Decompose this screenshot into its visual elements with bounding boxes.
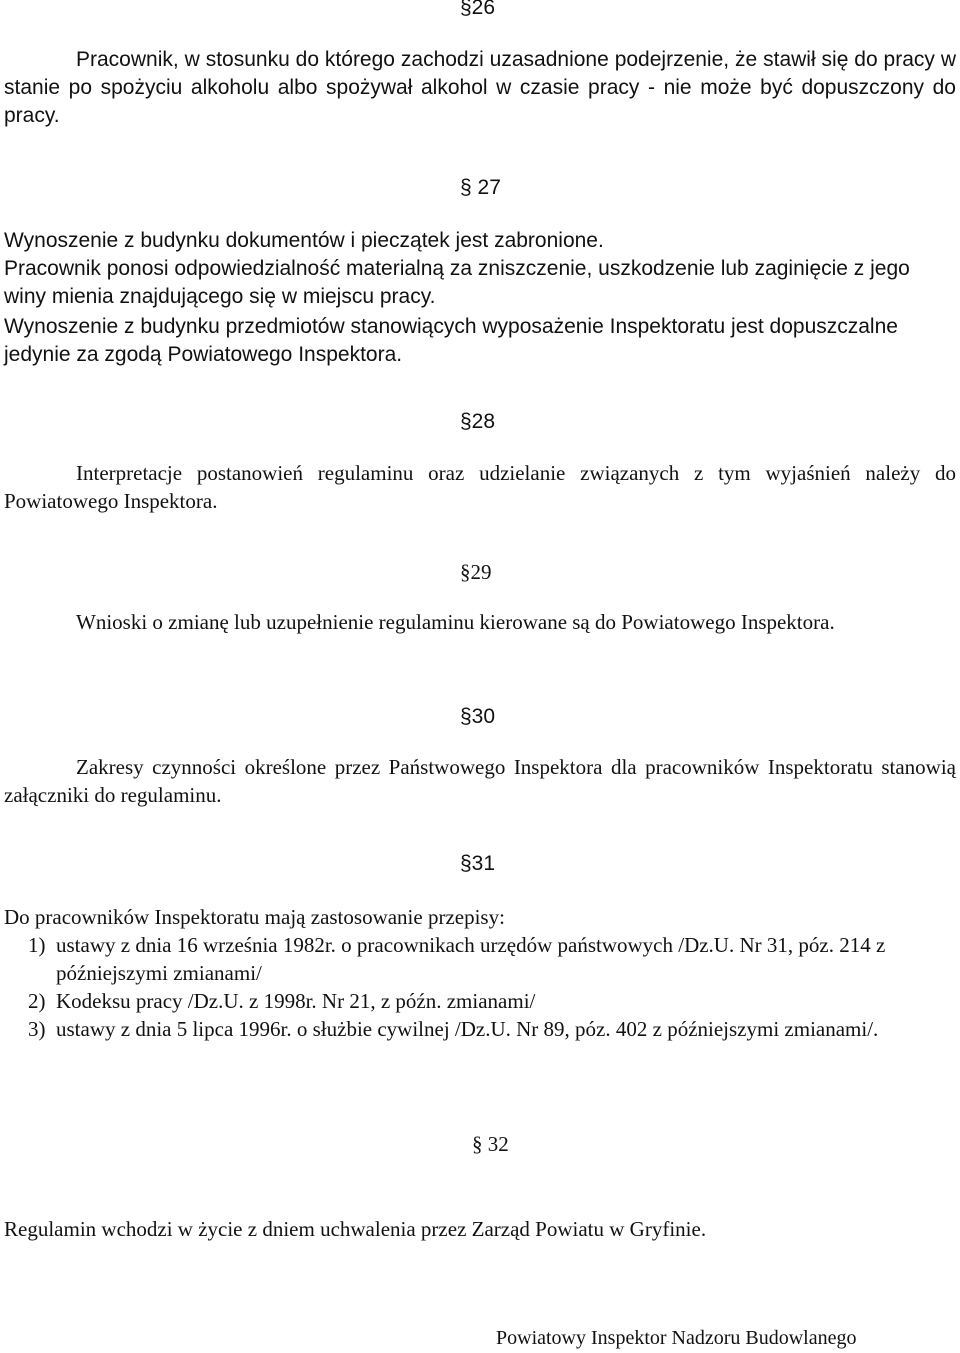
section-31-heading: §31 — [460, 852, 496, 875]
list-item-number: 1) — [28, 933, 46, 957]
section-27-line-1: Wynoszenie z budynku dokumentów i pieczątek jest zabronione. — [4, 229, 604, 252]
section-31-intro: Do pracowników Inspektoratu mają zastosowanie przepisy: — [4, 905, 505, 929]
section-27-line-3: Wynoszenie z budynku przedmiotów stanowiących wyposażenie Inspektoratu jest dopuszczalne jedynie za zgodą Powiatowego Inspektora. — [4, 315, 898, 366]
section-28-heading: §28 — [460, 410, 496, 433]
list-item — [28, 931, 948, 987]
list-item-number: 3) — [28, 1017, 46, 1041]
section-32-text: Regulamin wchodzi w życie z dniem uchwalenia przez Zarząd Powiatu w Gryfinie. — [4, 1217, 707, 1241]
list-item-text: ustawy z dnia 5 lipca 1996r. o służbie cywilnej /Dz.U. Nr 89, póz. 402 z późniejszymi zmianami/. — [56, 1017, 879, 1041]
section-26-heading: §26 — [460, 0, 496, 19]
legal-basis-list — [28, 931, 948, 1043]
section-29-heading: §29 — [460, 560, 492, 584]
section-26-text: Pracownik, w stosunku do którego zachodzi uzasadnione podejrzenie, że stawił się do pracy w stanie po spożyciu alkoholu albo spożywał alkohol w czasie pracy - nie może być dopuszczony do pracy. — [4, 48, 956, 127]
section-29-text: Wnioski o zmianę lub uzupełnienie regulaminu kierowane są do Powiatowego Inspektora. — [76, 610, 835, 634]
signature: Powiatowy Inspektor Nadzoru Budowlanego — [496, 1327, 857, 1349]
list-item-text: Kodeksu pracy /Dz.U. z 1998r. Nr 21, z późn. zmianami/ — [56, 989, 536, 1013]
list-item-text: ustawy z dnia 16 września 1982r. o pracownikach urzędów państwowych /Dz.U. Nr 31, póz. 214 z późniejszymi zmianami/ — [56, 933, 886, 985]
section-27-line-2: Pracownik ponosi odpowiedzialność materialną za zniszczenie, uszkodzenie lub zaginięcie z jego winy mienia znajdującego się w miejscu pracy. — [4, 257, 910, 308]
list-item — [28, 1015, 948, 1043]
section-28-text: Interpretacje postanowień regulaminu oraz udzielanie związanych z tym wyjaśnień należy do Powiatowego Inspektora. — [4, 461, 956, 513]
list-item — [28, 987, 948, 1015]
section-30-heading: §30 — [460, 705, 496, 728]
section-32-heading: § 32 — [472, 1132, 509, 1156]
section-27-heading: § 27 — [460, 176, 501, 199]
section-30-text: Zakresy czynności określone przez Państwowego Inspektora dla pracowników Inspektoratu stanowią załączniki do regulaminu. — [4, 755, 956, 807]
list-item-number: 2) — [28, 989, 46, 1013]
